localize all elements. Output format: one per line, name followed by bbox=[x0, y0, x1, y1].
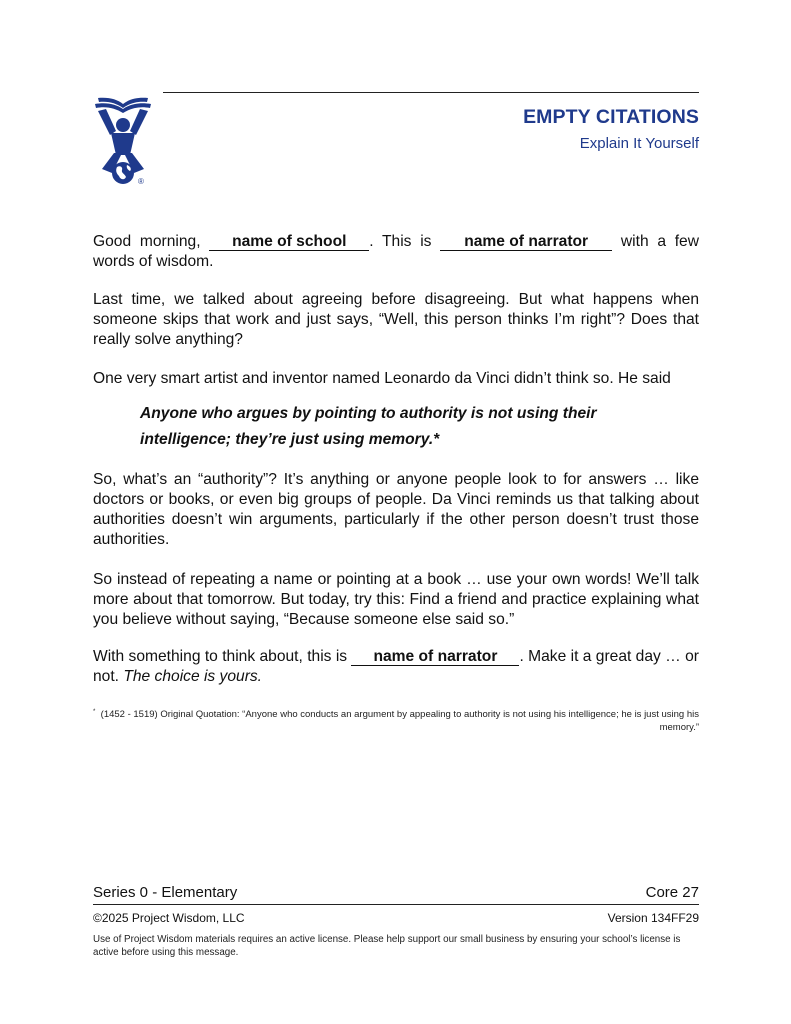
paragraph-authority: So, what’s an “authority”? It’s anything or anyone people look to for answers … like doctors or books, or even big groups of people. Da Vinci reminds us that talking about authorities doesn’t win arguments, particularly if the other person doesn’t trust those authorities. bbox=[93, 471, 699, 548]
closing-paragraph bbox=[93, 647, 699, 687]
da-vinci-quote: Anyone who argues by pointing to authority is not using their intelligence; they’re just using memory.* bbox=[140, 405, 597, 448]
footer-divider bbox=[93, 904, 699, 905]
page-subtitle: Explain It Yourself bbox=[579, 135, 699, 152]
closing-tagline: The choice is yours. bbox=[123, 668, 263, 685]
closing-text-2: . Make it a great day … or not. bbox=[93, 648, 699, 685]
closing-text: With something to think about, this is bbox=[93, 648, 352, 665]
header-divider bbox=[163, 92, 699, 93]
greeting-paragraph bbox=[93, 232, 699, 272]
narrator-name-blank[interactable]: name of narrator bbox=[440, 234, 612, 251]
copyright-notice: ©2025 Project Wisdom, LLC bbox=[93, 911, 245, 925]
project-wisdom-logo-icon bbox=[92, 95, 154, 191]
license-notice: Use of Project Wisdom materials requires an active license. Please help support our small business by ensuring your school’s license is active before using this message. bbox=[93, 934, 681, 958]
closing-narrator-blank[interactable]: name of narrator bbox=[351, 649, 519, 666]
footnote bbox=[93, 708, 699, 734]
series-label: Series 0 - Elementary bbox=[93, 884, 238, 901]
paragraph-use-your-words: So instead of repeating a name or pointing at a book … use your own words! We’ll talk more about that tomorrow. But today, try this: Find a friend and practice explaining what you believe without saying, “Because someone else said so.” bbox=[93, 571, 699, 628]
footnote-marker: * bbox=[93, 709, 96, 715]
greeting-text: Good morning, bbox=[93, 233, 210, 250]
core-label: Core 27 bbox=[645, 884, 699, 901]
registered-mark: ® bbox=[138, 177, 144, 186]
greeting-text-2: . This is bbox=[369, 233, 441, 250]
greeting-text-3: with a few words of wisdom. bbox=[93, 233, 699, 270]
school-name-blank[interactable]: name of school bbox=[209, 234, 369, 251]
paragraph-last-time: Last time, we talked about agreeing before disagreeing. But what happens when someone skips that work and just says, “Well, this person thinks I’m right”? Does that really solve anything? bbox=[93, 291, 699, 348]
footnote-text: (1452 - 1519) Original Quotation: “Anyone who conducts an argument by appealing to authority is not using his intelligence; he is just using his memory.” bbox=[100, 709, 699, 733]
page-title: EMPTY CITATIONS bbox=[523, 106, 699, 128]
version-label: Version 134FF29 bbox=[607, 911, 699, 925]
paragraph-da-vinci-intro: One very smart artist and inventor named Leonardo da Vinci didn’t think so. He said bbox=[93, 370, 671, 387]
